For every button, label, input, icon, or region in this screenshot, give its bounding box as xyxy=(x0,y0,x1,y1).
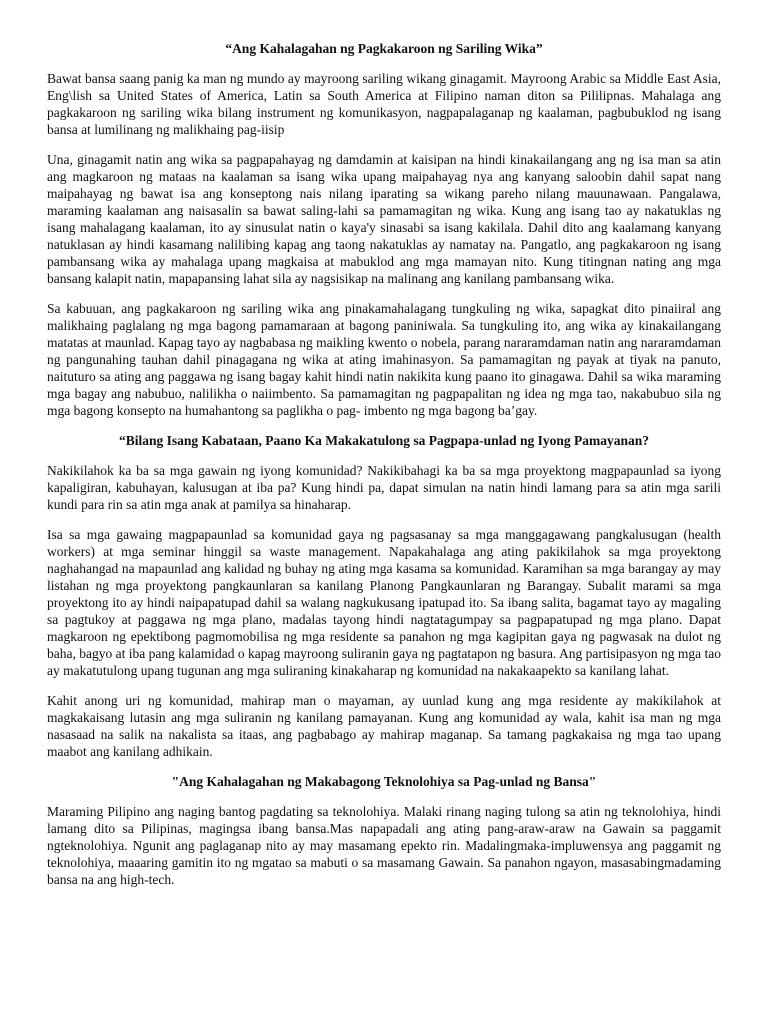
section-sariling-wika xyxy=(47,40,721,419)
section-heading: “Bilang Isang Kabataan, Paano Ka Makakatulong sa Pagpapa-unlad ng Iyong Pamayanan? xyxy=(118,433,649,448)
paragraph: Bawat bansa saang panig ka man ng mundo ay mayroong sariling wikang ginagamit. Mayroong Arabic sa Middle East Asia, Eng\lish sa United States of America, Latin sa South America at Filipino naman diton sa Pililipnas. Mahalaga ang pagkakaroon ng sariling wika bilang instrument ng komunikasyon, nagpapalaganap ng kaalaman, pagbubuklod ng isang bansa at lumilinang ng malikhaing pag-iisip xyxy=(47,71,721,137)
paragraph: Nakikilahok ka ba sa mga gawain ng iyong komunidad? Nakikibahagi ka ba sa mga proyektong magpapaunlad sa iyong kapaligiran, kabuhayan, kalusugan at iba pa? Kung hindi pa, dapat simulan na natin hindi lamang para sa atin mga sarili kundi para rin sa atin mga anak at pamilya sa hinaharap. xyxy=(47,463,721,512)
paragraph: Isa sa mga gawaing magpapaunlad sa komunidad gaya ng pagsasanay sa mga manggagawang pangkalusugan (health workers) at mga seminar hinggil sa waste management. Napakahalaga ang ating pakikilahok sa mga proyektong naghahangad na mapaunlad ang kalidad ng buhay ng ating mga kasama sa komunidad. Karamihan sa mga barangay ay may listahan ng mga proyektong pangkaunlaran sa kanilang Planong Pangkaunlaran ng Barangay. Subalit marami sa mga proyektong ito ay hindi naipapatupad dahil sa walang nagkukusang ipatupad ito. Sa ibang salita, bagamat tayo ay magaling sa pagtukoy at paggawa ng mga plano, madalas tayong hindi nagtatagumpay sa pagpapatupad ng mga plano. Dapat magkaroon ng epektibong pagmomobilisa ng mga residente sa panahon ng mga kagipitan gaya ng pagwasak na dulot ng baha, bagyo at iba pang kalamidad o kapag mayroong suliranin gaya ng pagtatapon ng basura. Ang partisipasyon ng mga tao ay makatutulong upang tugunan ang mga suliraning kinakaharap ng komunidad na nakakaapekto sa kanilang lahat. xyxy=(47,527,721,678)
section-heading: "Ang Kahalagahan ng Makabagong Teknolohiya sa Pag-unlad ng Bansa" xyxy=(171,774,597,789)
section-heading: “Ang Kahalagahan ng Pagkakaroon ng Sariling Wika” xyxy=(225,41,543,56)
paragraph: Una, ginagamit natin ang wika sa pagpapahayag ng damdamin at kaisipan na hindi kinakailangang ang ng isa man sa atin ang magkaroon ng mataas na kaalaman sa isang wika upang maipahayag nya ang kanyang saloobin dahil sapat nang maipahayag ng bawat isa ang konseptong nais nilang iparating sa wikang pareho nilang mauunawaan. Pangalawa, maraming kaalaman ang naisasalin sa bawat saling-lahi sa pamamagitan ng wika. Kung ang isang tao ay nakatuklas ng isang mahalagang kaalaman, ito ay sinusulat natin o kaya'y sinasabi sa isang kakilala. Dahil dito ang kaalamang kanyang natuklasan ay hindi kasamang nalilibing kapag ang taong nakatuklas ay namatay na. Pangatlo, ang pagkakaroon ng isang pambansang wika ay mahalaga upang magkaisa at mabuklod ang mga mamayan nito. Kung titingnan nating ang mga bansang kalapit natin, mapapansing lahat sila ay nagsisikap na malinang ang kanilang pambansang wika. xyxy=(47,152,721,286)
section-teknolohiya xyxy=(47,773,721,888)
paragraph: Maraming Pilipino ang naging bantog pagdating sa teknolohiya. Malaki rinang naging tulong sa atin ng teknolohiya, hindi lamang dito sa Pilipinas, magingsa ibang bansa.Mas napapadali ang ating pang-araw-araw na Gawain sa paggamit ngteknolohiya. Ngunit ang paglaganap nito ay may masamang epekto rin. Madalingmaka-impluwensya ang paggamit ng teknolohiya, maaaring gamitin ito ng mgatao sa mabuti o sa masamang Gawain. Sa panahon ngayon, masasabingmadaming bansa na ang high-tech. xyxy=(47,804,721,887)
paragraph: Sa kabuuan, ang pagkakaroon ng sariling wika ang pinakamahalagang tungkuling ng wika, sapagkat dito pinaiiral ang malikhaing paglalang ng mga bagong pamamaraan at bagong paniniwala. Sa tungkuling ito, ang wika ay kinakailangang matatas at maunlad. Kapag tayo ay nagbabasa ng maikling kwento o nobela, parang nararamdaman natin ang nararamdaman ng pangunahing tauhan dahil pinagagana ng wika at ating imahinasyon. Sa pamamagitan ng payak at tiyak na panuto, naituturo sa ating ang paggawa ng isang bagay kahit hindi natin nakikita kung paano ito ginagawa. Dahil sa wika maraming mga bagay ang nabubuo, nalilikha o naiimbento. Sa pamamagitan ng pagpapalitan ng idea ng mga tao, nakabubuo sila ng mga bagong konsepto na humahantong sa paglikha o pag- imbento ng mga bagong ba’gay. xyxy=(47,301,721,418)
section-kabataan-pamayanan xyxy=(47,432,721,760)
paragraph: Kahit anong uri ng komunidad, mahirap man o mayaman, ay uunlad kung ang mga residente ay makikilahok at magkakaisang lutasin ang mga suliranin ng kanilang pamayanan. Kung ang komunidad ay wala, kahit isa man ng mga nasasaad na salik na nakalista sa itaas, ang pagbabago ay mahirap maganap. Sa tamang pagkakaisa ng mga tao upang maabot ang kanilang adhikain. xyxy=(47,693,721,759)
